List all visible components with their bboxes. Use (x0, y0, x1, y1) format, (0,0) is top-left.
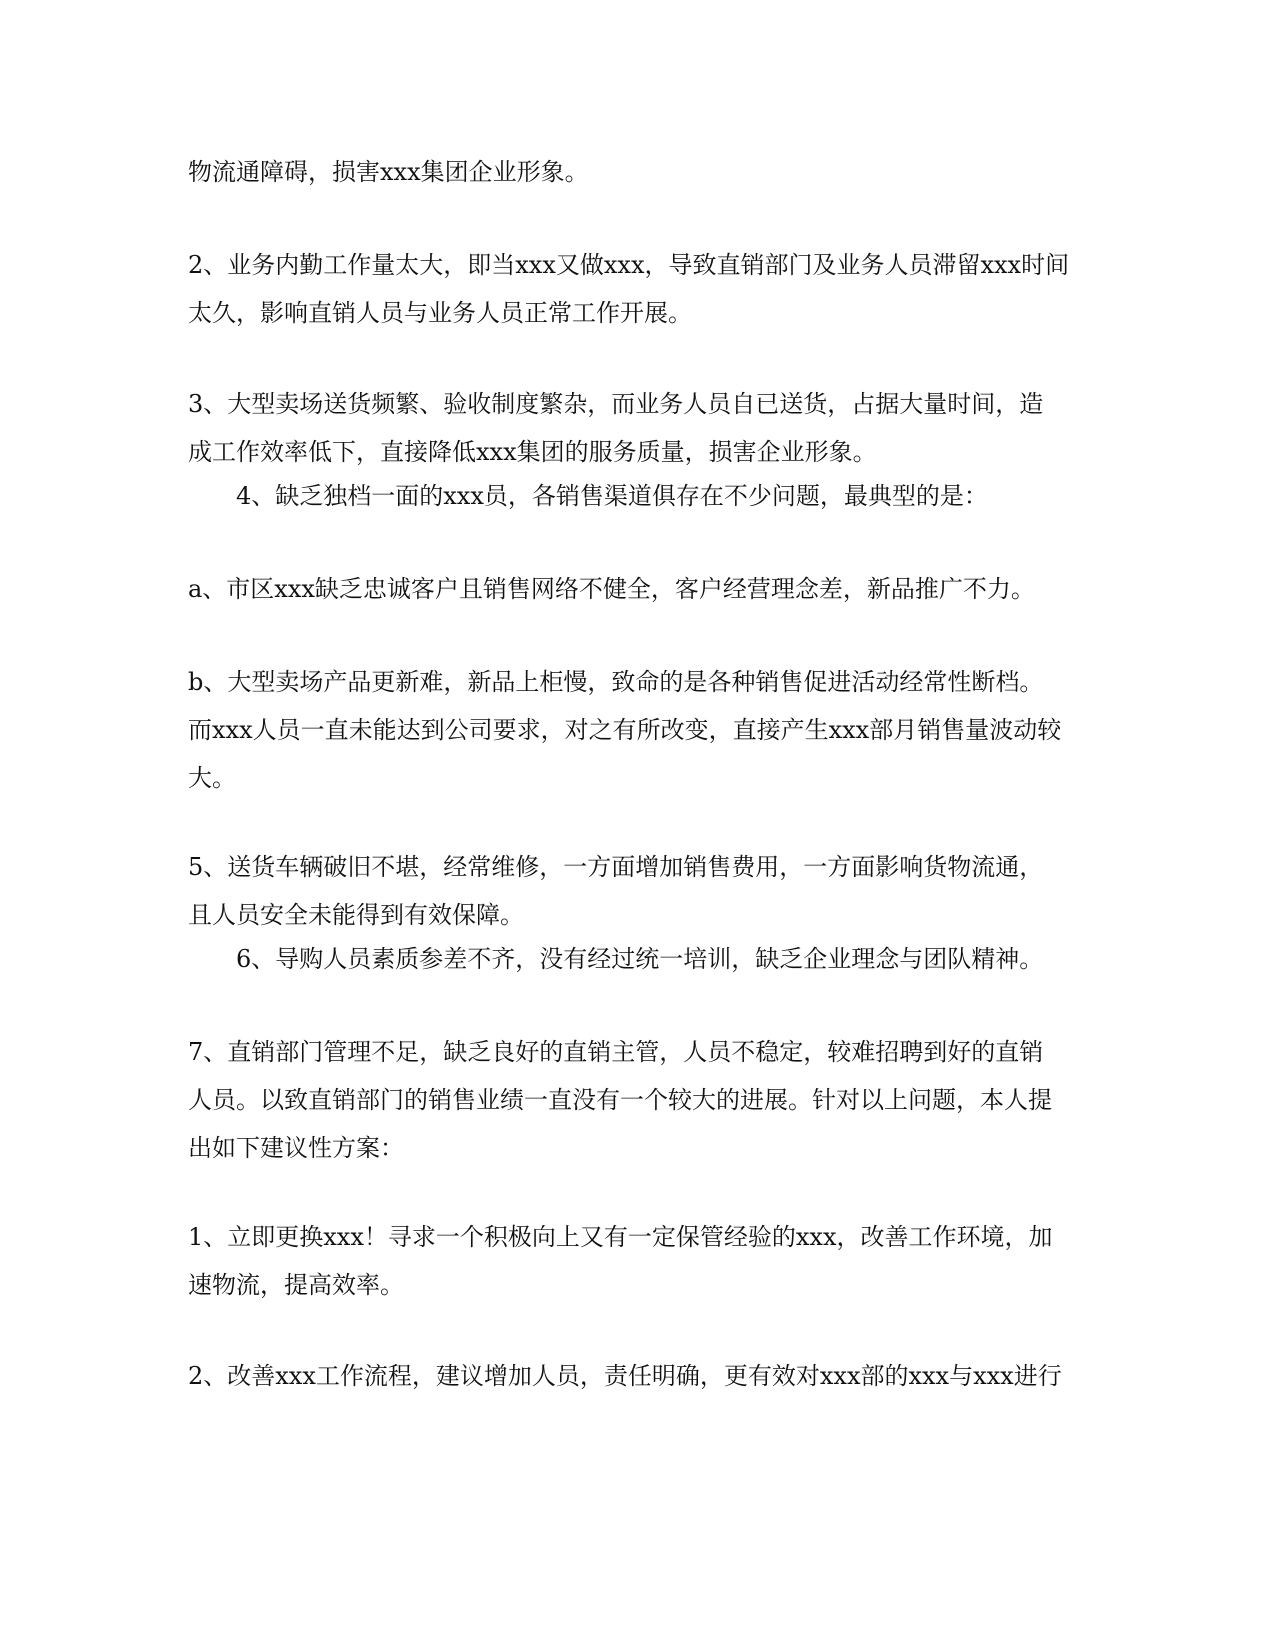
paragraph-line: 太久，影响直销人员与业务人员正常工作开展。 (188, 299, 692, 327)
paragraph-line: 3、大型卖场送货频繁、验收制度繁杂，而业务人员自已送货，占据大量时间，造 (188, 390, 1044, 418)
paragraph-11 (188, 1352, 1088, 1400)
paragraph-line: 且人员安全未能得到有效保障。 (188, 901, 524, 929)
paragraph-line: 速物流，提高效率。 (188, 1271, 404, 1299)
paragraph-8 (188, 935, 1088, 983)
paragraph-2 (188, 241, 1088, 337)
paragraph-7 (188, 843, 1088, 939)
paragraph-line: 大。 (188, 764, 236, 792)
paragraph-3 (188, 380, 1088, 476)
paragraph-6 (188, 658, 1088, 802)
paragraph-line: 物流通障碍，损害xxx集团企业形象。 (188, 158, 589, 186)
paragraph-line: 5、送货车辆破旧不堪，经常维修，一方面增加销售费用，一方面影响货物流通， (188, 853, 1044, 881)
paragraph-line: 7、直销部门管理不足，缺乏良好的直销主管，人员不稳定，较难招聘到好的直销 (188, 1038, 1044, 1066)
paragraph-9 (188, 1028, 1088, 1172)
paragraph-line: 6、导购人员素质参差不齐，没有经过统一培训，缺乏企业理念与团队精神。 (236, 945, 1044, 973)
paragraph-line: 1、立即更换xxx！寻求一个积极向上又有一定保管经验的xxx，改善工作环境，加 (188, 1223, 1053, 1251)
paragraph-10 (188, 1213, 1088, 1309)
paragraph-line: a、市区xxx缺乏忠诚客户且销售网络不健全，客户经营理念差，新品推广不力。 (188, 575, 1035, 603)
paragraph-1 (188, 148, 1088, 196)
paragraph-line: 出如下建议性方案： (188, 1134, 404, 1162)
paragraph-line: 2、业务内勤工作量太大，即当xxx又做xxx，导致直销部门及业务人员滞留xxx时间 (188, 251, 1070, 279)
paragraph-4 (188, 472, 1088, 520)
paragraph-line: 2、改善xxx工作流程，建议增加人员，责任明确，更有效对xxx部的xxx与xxx进行 (188, 1362, 1062, 1390)
paragraph-line: 人员。以致直销部门的销售业绩一直没有一个较大的进展。针对以上问题，本人提 (188, 1086, 1052, 1114)
paragraph-line: b、大型卖场产品更新难，新品上柜慢，致命的是各种销售促进活动经常性断档。 (188, 668, 1044, 696)
paragraph-line: 4、缺乏独档一面的xxx员，各销售渠道俱存在不少问题，最典型的是： (236, 482, 988, 510)
paragraph-5 (188, 565, 1088, 613)
paragraph-line: 成工作效率低下，直接降低xxx集团的服务质量，损害企业形象。 (188, 438, 877, 466)
paragraph-line: 而xxx人员一直未能达到公司要求，对之有所改变，直接产生xxx部月销售量波动较 (188, 716, 1062, 744)
